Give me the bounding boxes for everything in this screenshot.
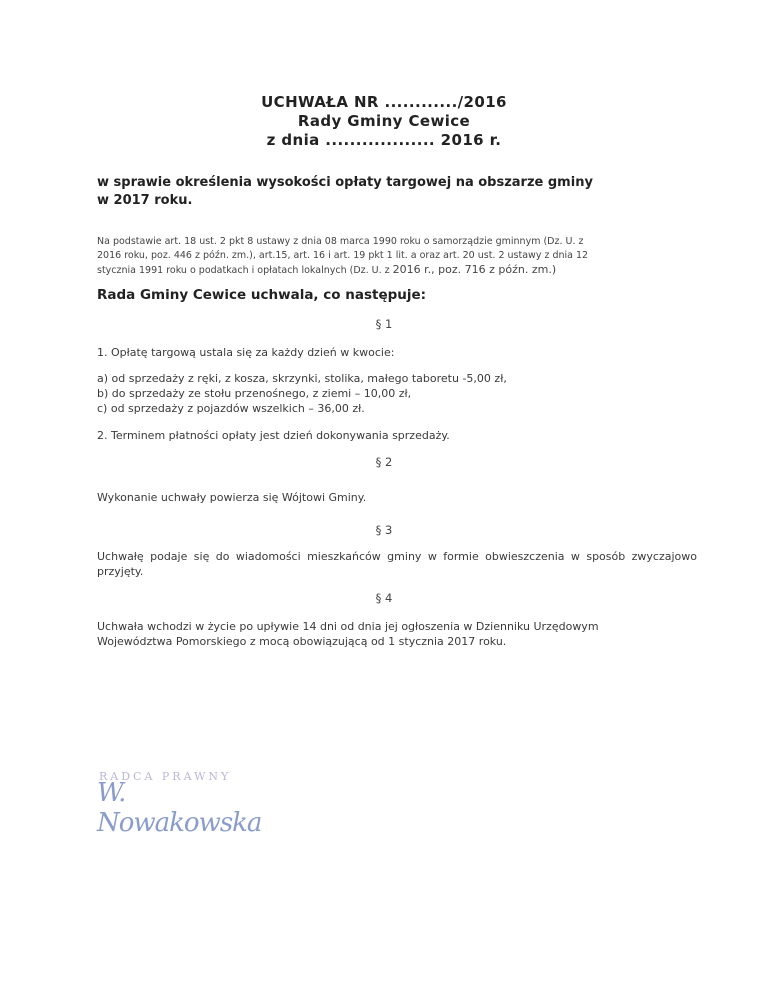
resolution-number: UCHWAŁA NR ............/2016 <box>261 93 507 111</box>
section-1-title: § 1 <box>375 317 393 331</box>
resolves-heading: Rada Gminy Cewice uchwala, co następuje: <box>97 287 427 303</box>
subject-line: w 2017 roku. <box>97 193 193 208</box>
legal-basis-text: 2016 r., poz. 716 z późn. zm.) <box>392 263 557 276</box>
fee-item: b) do sprzedaży ze stołu przenośnego, z ziemi – 10,00 zł, <box>97 387 412 400</box>
section-1-paragraph-1: 1. Opłatę targową ustala się za każdy dzień w kwocie: <box>97 346 395 359</box>
section-3-text: Uchwałę podaje się do wiadomości mieszkańców gminy w formie obwieszczenia w sposób zwyczajowo przyjęty. <box>97 550 697 578</box>
resolution-date: z dnia .................. 2016 r. <box>266 131 502 149</box>
fee-item: c) od sprzedaży z pojazdów wszelkich – 36,00 zł. <box>97 402 365 415</box>
legal-basis <box>97 235 677 278</box>
section-4-text: Uchwała wchodzi w życie po upływie 14 dni od dnia jej ogłoszenia w Dzienniku Urzędowym Województwa Pomorskiego z mocą obowiązującą od 1 stycznia 2017 roku. <box>97 620 599 648</box>
section-3-title: § 3 <box>375 523 393 537</box>
legal-basis-text: stycznia 1991 roku o podatkach i opłatach lokalnych (Dz. U. z <box>97 265 393 276</box>
legal-basis-line <box>97 263 677 278</box>
section-1-paragraph-2: 2. Terminem płatności opłaty jest dzień dokonywania sprzedaży. <box>97 429 450 442</box>
subject <box>97 174 657 210</box>
handwritten-signature: W. Nowakowska <box>97 778 262 838</box>
legal-counsel-stamp: RADCA PRAWNY <box>99 770 232 783</box>
legal-basis-line: 2016 roku, poz. 446 z późn. zm.), art.15, art. 16 i art. 19 pkt 1 lit. a oraz art. 20 ust. 2 ustawy z dnia 12 <box>97 250 589 261</box>
council-name: Rady Gminy Cewice <box>297 112 471 130</box>
section-2-text: Wykonanie uchwały powierza się Wójtowi Gminy. <box>97 491 367 504</box>
section-2-title: § 2 <box>375 455 393 469</box>
fee-item: a) od sprzedaży z ręki, z kosza, skrzynki, stolika, małego taboretu -5,00 zł, <box>97 372 507 385</box>
signature-block <box>97 770 267 838</box>
legal-basis-line: Na podstawie art. 18 ust. 2 pkt 8 ustawy z dnia 08 marca 1990 roku o samorządzie gminnym (Dz. U. z <box>97 236 584 247</box>
fee-list <box>97 371 697 416</box>
subject-line: w sprawie określenia wysokości opłaty targowej na obszarze gminy <box>97 175 593 190</box>
section-4-title: § 4 <box>375 591 393 605</box>
